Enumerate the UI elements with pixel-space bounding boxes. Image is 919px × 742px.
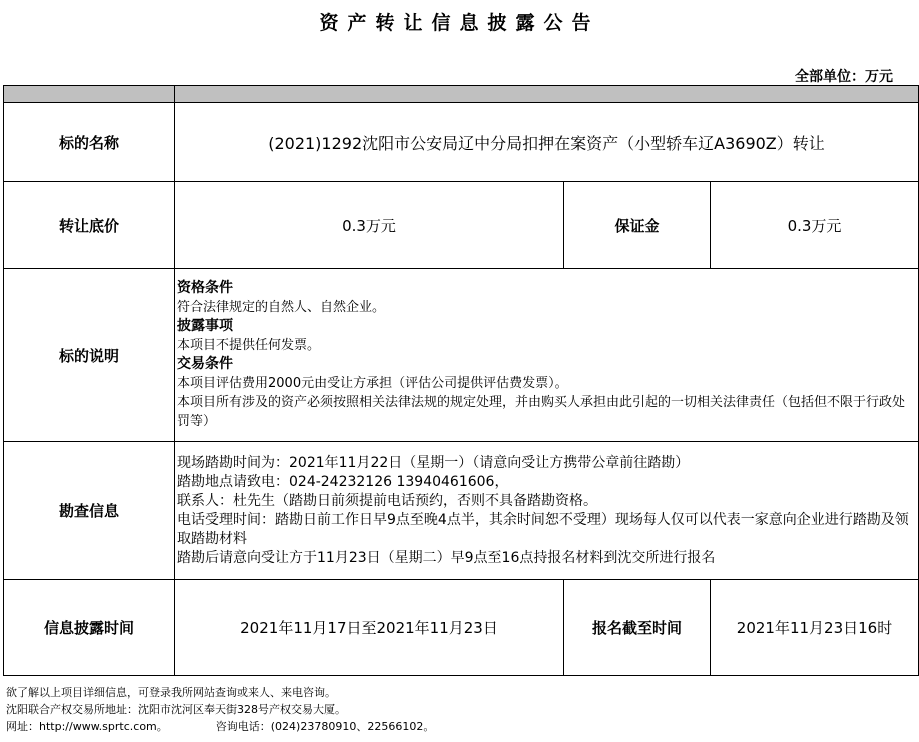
description-label: 标的说明	[4, 269, 175, 442]
qualification-text: 符合法律规定的自然人、自然企业。	[177, 300, 386, 315]
deposit-value: 0.3万元	[711, 182, 919, 269]
qualification-title: 资格条件	[177, 280, 233, 296]
inspection-line: 踏勘地点请致电：024-24232126 13940461606，	[177, 473, 509, 490]
deposit-label: 保证金	[564, 182, 711, 269]
inspection-row	[4, 442, 919, 580]
footer-contact-line	[6, 718, 434, 735]
description-content	[175, 269, 919, 442]
inspection-line: 联系人：杜先生（踏勘日前须提前电话预约，否则不具备踏勘资格。	[177, 492, 597, 509]
footer-phone: 咨询电话：(024)23780910、22566102。	[215, 720, 435, 733]
subject-name-row	[4, 103, 919, 182]
inspection-line: 现场踏勘时间为：2021年11月22日（星期一）（请意向受让方携带公章前往踏勘）	[177, 454, 690, 471]
price-label: 转让底价	[4, 182, 175, 269]
table-header-row	[4, 86, 919, 103]
price-row	[4, 182, 919, 269]
page-title: 资产转让信息披露公告	[319, 12, 600, 34]
description-row	[4, 269, 919, 442]
disclosure-title: 披露事项	[177, 318, 233, 334]
announcement-table	[3, 85, 919, 676]
trade-title: 交易条件	[177, 356, 233, 372]
price-value: 0.3万元	[175, 182, 564, 269]
inspection-content	[175, 442, 919, 580]
trade-line: 本项目评估费用2000元由受让方承担（评估公司提供评估费发票）。	[177, 376, 568, 391]
footer	[6, 684, 434, 735]
subject-name-label: 标的名称	[4, 103, 175, 182]
disclosure-time-value: 2021年11月17日至2021年11月23日	[175, 580, 564, 676]
inspection-line: 电话受理时间：踏勘日前工作日早9点至晚4点半，其余时间恕不受理）现场每人仅可以代表一家意向企业进行踏勘及领取踏勘材料	[177, 511, 909, 547]
disclosure-time-label: 信息披露时间	[4, 580, 175, 676]
footer-info-line: 欲了解以上项目详细信息，可登录我所网站查询或来人、来电咨询。	[6, 686, 336, 699]
footer-website[interactable]: 网址：http://www.sprtc.com。	[6, 720, 168, 733]
subject-name-value: (2021)1292沈阳市公安局辽中分局扣押在案资产（小型轿车辽A3690Z）转让	[175, 103, 919, 182]
trade-line: 本项目所有涉及的资产必须按照相关法律法规的规定处理，并由购买人承担由此引起的一切相关法律责任（包括但不限于行政处罚等）	[177, 395, 906, 429]
footer-address-line: 沈阳联合产权交易所地址：沈阳市沈河区奉天街328号产权交易大厦。	[6, 703, 346, 716]
inspection-line: 踏勘后请意向受让方于11月23日（星期二）早9点至16点持报名材料到沈交所进行报名	[177, 549, 716, 566]
deadline-label: 报名截至时间	[564, 580, 711, 676]
disclosure-time-row	[4, 580, 919, 676]
deadline-value: 2021年11月23日16时	[711, 580, 919, 676]
inspection-label: 勘查信息	[4, 442, 175, 580]
disclosure-text: 本项目不提供任何发票。	[177, 338, 321, 353]
unit-note: 全部单位：万元	[795, 69, 893, 85]
